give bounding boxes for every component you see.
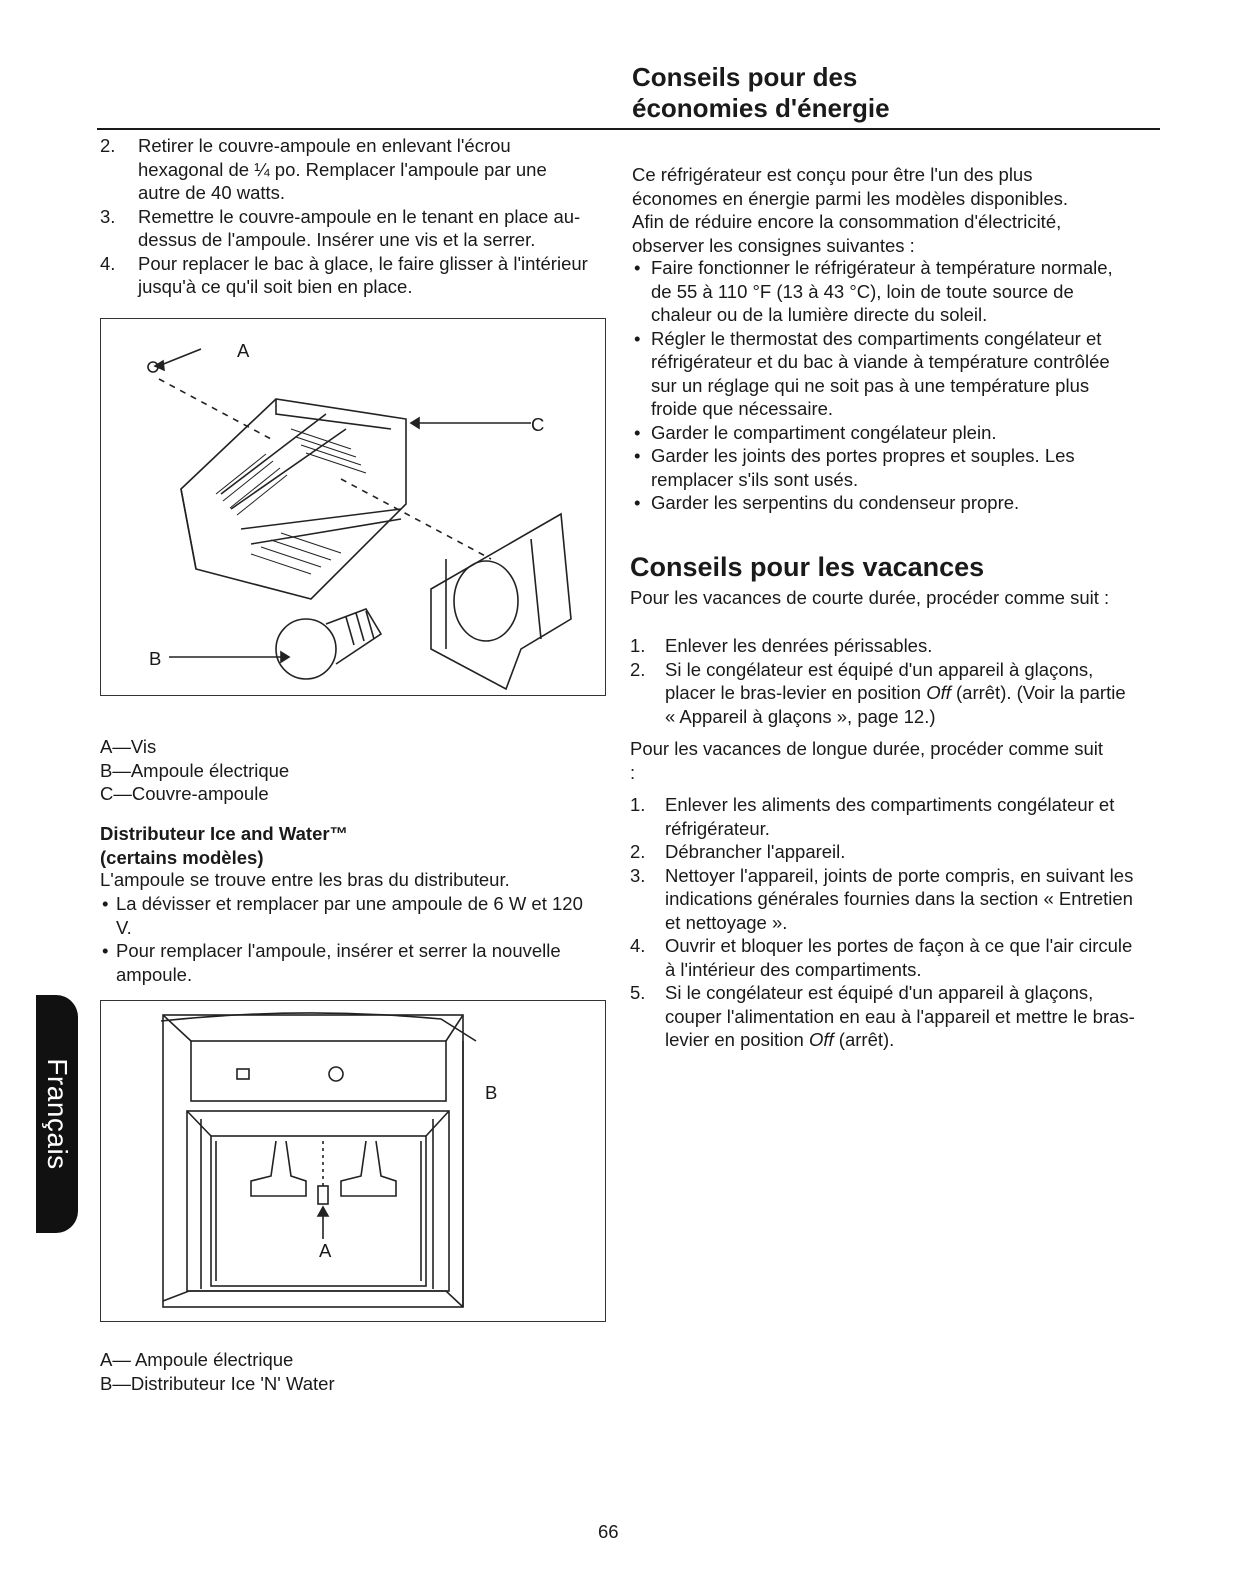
list-item: 3. Remettre le couvre-ampoule en le tenant en place au-dessus de l'ampoule. Insérer une vis et la serrer. (100, 205, 581, 250)
legend-item: A— Ampoule électrique (100, 1349, 294, 1370)
short-vacation-intro: Pour les vacances de courte durée, procéder comme suit : (630, 587, 1110, 608)
figure2-label-a: A (319, 1240, 332, 1261)
legend-item: B—Distributeur Ice 'N' Water (100, 1372, 335, 1394)
list-item: • Garder les serpentins du condenseur propre. (634, 492, 1020, 513)
figure1-label-b: B (149, 648, 162, 669)
long-vacation-intro: Pour les vacances de longue durée, procéder comme suit : (630, 738, 1104, 783)
bulb-steps-list (100, 134, 590, 299)
legend-item: B—Ampoule électrique (100, 759, 290, 781)
language-tab-label: Français (42, 1058, 73, 1170)
list-item: • Faire fonctionner le réfrigérateur à température normale, de 55 à 110 °F (13 à 43 °C), loin de toute source de chaleur ou de la lumière directe du soleil. (634, 257, 1113, 325)
energy-bullets (632, 256, 1132, 515)
dispenser-illustration (101, 1001, 605, 1321)
list-item: • Garder le compartiment congélateur plein. (634, 421, 997, 443)
energy-heading-line1: Conseils pour des (632, 62, 858, 92)
page-number: 66 (598, 1521, 619, 1542)
light-cover-illustration (101, 319, 605, 695)
energy-heading (632, 62, 1192, 124)
energy-intro: Ce réfrigérateur est conçu pour être l'un des plus économes en énergie parmi les modèles disponibles. Afin de réduire encore la consommation d'électricité, observer les consignes suivantes : (632, 164, 1069, 256)
list-item: 1. Enlever les denrées périssables. (630, 635, 933, 656)
dispenser-bullets (100, 892, 600, 986)
list-item: 4. Pour replacer le bac à glace, le faire glisser à l'intérieur jusqu'à ce qu'il soit bien en place. (100, 252, 588, 297)
figure1-legend (100, 735, 590, 806)
dispenser-intro: L'ampoule se trouve entre les bras du distributeur. (100, 869, 510, 890)
figure2-label-b: B (485, 1082, 498, 1103)
dispenser-figure (100, 1000, 606, 1322)
long-vacation-steps (630, 793, 1140, 1052)
light-cover-figure (100, 318, 606, 696)
list-item: 2. Si le congélateur est équipé d'un appareil à glaçons, placer le bras-levier en position Off (arrêt). (Voir la partie « Appareil à glaçons », page 12.) (630, 658, 1126, 727)
header-rule (97, 128, 1160, 130)
list-item: 2. Débrancher l'appareil. (630, 841, 846, 862)
list-item: • Régler le thermostat des compartiments congélateur et réfrigérateur et du bac à viande à température contrôlée sur un réglage qui ne soit pas à une température plus froide que nécessaire. (634, 327, 1110, 419)
list-item: • Pour remplacer l'ampoule, insérer et serrer la nouvelle ampoule. (102, 940, 561, 985)
figure1-label-c: C (531, 414, 545, 435)
energy-heading-line2: économies d'énergie (632, 93, 890, 123)
language-tab (36, 995, 78, 1233)
list-item: 2. Retirer le couvre-ampoule en enlevant l'écrou hexagonal de ¼ po. Remplacer l'ampoule par une autre de 40 watts. (100, 135, 547, 203)
list-item: 5. Si le congélateur est équipé d'un appareil à glaçons, couper l'alimentation en eau à l'appareil et mettre le bras-levier en position Off (arrêt). (630, 982, 1135, 1050)
vacation-heading: Conseils pour les vacances (630, 552, 985, 582)
list-item: 1. Enlever les aliments des compartiments congélateur et réfrigérateur. (630, 794, 1115, 839)
list-item: • La dévisser et remplacer par une ampoule de 6 W et 120 V. (102, 893, 583, 938)
list-item: 4. Ouvrir et bloquer les portes de façon à ce que l'air circule à l'intérieur des compartiments. (630, 935, 1133, 980)
list-item: 3. Nettoyer l'appareil, joints de porte compris, en suivant les indications générales fournies dans la section « Entretien et nettoyage ». (630, 864, 1134, 933)
legend-item: A—Vis (100, 736, 157, 757)
short-vacation-steps (630, 634, 1140, 728)
figure2-legend (100, 1348, 590, 1395)
figure1-label-a: A (237, 340, 250, 361)
list-item: • Garder les joints des portes propres et souples. Les remplacer s'ils sont usés. (634, 445, 1075, 490)
dispenser-heading: Distributeur Ice and Water™ (certains modèles) (100, 823, 349, 868)
legend-item: C—Couvre-ampoule (100, 783, 269, 804)
